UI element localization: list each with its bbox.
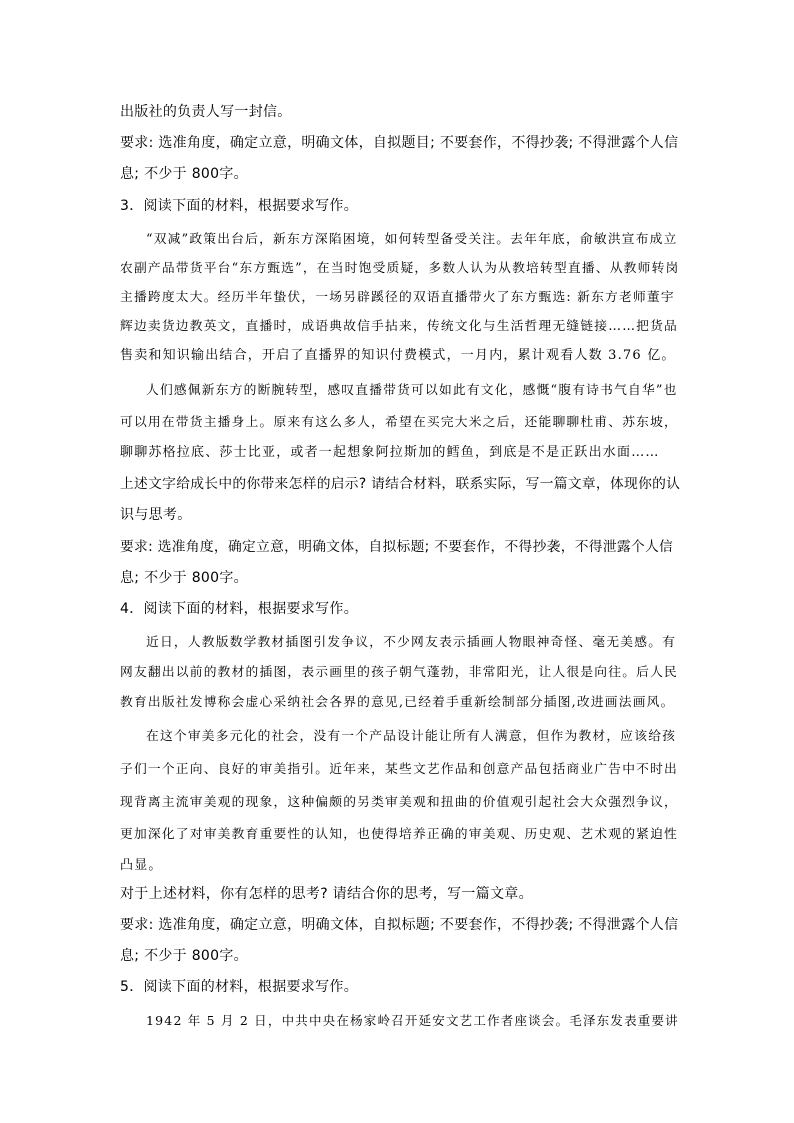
material-line: 售卖和知识输出结合，开启了直播界的知识付费模式，一月内，累计观看人数 3.76 亿。 bbox=[120, 348, 676, 363]
material-line: 网友翻出以前的教材的插图，表示画里的孩子朝气蓬勃，非常阳光，让人很是向往。后人民 bbox=[120, 665, 678, 680]
text-line: 要求: 选准角度，确定立意，明确文体，自拟题目; 不要套作，不得抄袭; 不得泄露个人信 bbox=[120, 135, 679, 151]
material-line: 人们感佩新东方的断腕转型，感叹直播带货可以如此有文化，感慨“腹有诗书气自华”也 bbox=[146, 383, 678, 398]
material-line: 凸显。 bbox=[120, 858, 163, 873]
material-line: 主播跨度太大。经历半年蛰伏，一场另辟蹊径的双语直播带火了东方甄选: 新东方老师董宇 bbox=[120, 290, 675, 305]
text-line: 出版社的负责人写一封信。 bbox=[120, 104, 292, 120]
material-line: 子们一个正向、良好的审美指引。近年来，某些文艺作品和创意产品包括商业广告中不时出 bbox=[120, 762, 678, 777]
material-line: 1942 年 5 月 2 日，中共中央在杨家岭召开延安文艺工作者座谈会。毛泽东发表重要讲 bbox=[146, 1013, 679, 1028]
question-heading: 3．阅读下面的材料，根据要求写作。 bbox=[120, 198, 359, 214]
question-heading: 4．阅读下面的材料，根据要求写作。 bbox=[120, 601, 359, 617]
text-line: 对于上述材料，你有怎样的思考? 请结合你的思考，写一篇文章。 bbox=[120, 886, 533, 902]
text-line: 上述文字给成长中的你带来怎样的启示? 请结合材料，联系实际，写一篇文章，体现你的认 bbox=[120, 476, 681, 492]
material-line: 农副产品带货平台“东方甄选”，在当时饱受质疑，多数人认为从教培转型直播、从教师转岗 bbox=[120, 261, 680, 276]
material-line: 可以用在带货主播身上。原来有这么多人，希望在买完大米之后，还能聊聊杜甫、苏东坡， bbox=[120, 415, 678, 430]
question-heading: 5．阅读下面的材料，根据要求写作。 bbox=[120, 979, 359, 995]
text-line: 要求: 选准角度，确定立意，明确文体，自拟标题; 不要套作，不得抄袭; 不得泄露个人信 bbox=[120, 917, 679, 933]
material-line: “双减”政策出台后，新东方深陷困境，如何转型备受关注。去年年底，俞敏洪宣布成立 bbox=[146, 232, 678, 247]
text-line: 息; 不少于 800字。 bbox=[120, 948, 248, 964]
material-line: 聊聊苏格拉底、莎士比亚，或者一起想象阿拉斯加的鳕鱼，到底是不是正跃出水面…… bbox=[120, 445, 660, 460]
material-line: 辉边卖货边教英文，直播时，成语典故信手拈来，传统文化与生活哲理无缝链接……把货品 bbox=[120, 319, 678, 334]
text-line: 息; 不少于 800字。 bbox=[120, 570, 248, 586]
material-line: 现背离主流审美观的现象，这种偏颇的另类审美观和扭曲的价值观引起社会大众强烈争议， bbox=[120, 795, 678, 810]
material-line: 近日，人教版数学教材插图引发争议，不少网友表示插画人物眼神奇怪、毫无美感。有 bbox=[146, 635, 677, 650]
text-line: 识与思考。 bbox=[120, 507, 192, 523]
text-line: 要求: 选准角度，确定立意，明确文体，自拟标题; 不要套作，不得抄袭，不得泄露个人信 bbox=[120, 539, 674, 555]
material-line: 教育出版社发博称会虚心采纳社会各界的意见,已经着手重新绘制部分插图,改进画法画风。 bbox=[120, 695, 675, 710]
material-line: 更加深化了对审美教育重要性的认知，也使得培养正确的审美观、历史观、艺术观的紧迫性 bbox=[120, 827, 678, 842]
text-line: 息; 不少于 800字。 bbox=[120, 166, 248, 182]
material-line: 在这个审美多元化的社会，没有一个产品设计能让所有人满意，但作为教材，应该给孩 bbox=[146, 729, 677, 744]
